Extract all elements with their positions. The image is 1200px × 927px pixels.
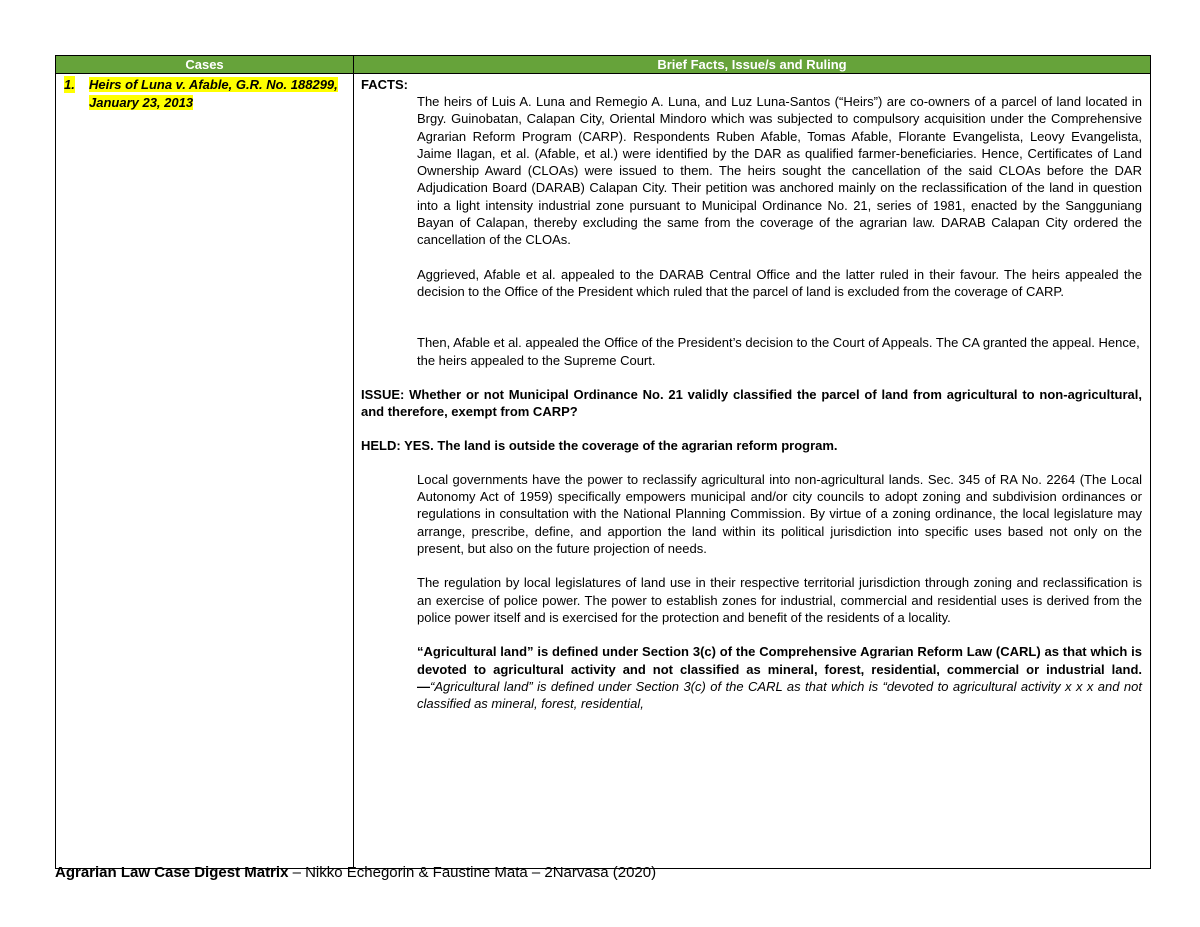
facts-paragraph-1: The heirs of Luis A. Luna and Remegio A. Luna, and Luz Luna-Santos (“Heirs”) are co-owners of a parcel of land located in Brgy. Guinobatan, Calapan City, Oriental Mindoro which was subjected to compulsory acquisition under the Comprehensive Agrarian Reform Program (CARP). Respondents Ruben Afable, Tomas Afable, Florante Evangelista, Leovy Evangelista, Jaime Ilagan, et al. (Afable, et al.) were identified by the DAR as qualified farmer-beneficiaries. Hence, Certificates of Land Ownership Award (CLOAs) were issued to them. The heirs sought the cancellation of the said CLOAs before the DAR Adjudication Board (DARAB) Calapan City. Their petition was anchored mainly on the reclassification of the land in question into a light intensity industrial zone pursuant to Municipal Ordinance No. 21, series of 1981, enacted by the Sangguniang Bayan of Calapan, thereby excluding the same from the coverage of the agrarian law. DARAB Calapan City ordered the cancellation of the CLOAs.	[417, 94, 1142, 248]
issue-statement: ISSUE: Whether or not Municipal Ordinance No. 21 validly classified the parcel of land from agricultural to non-agricultural, and therefore, exempt from CARP?	[361, 386, 1142, 419]
held-statement: HELD: YES. The land is outside the coverage of the agrarian reform program.	[361, 437, 838, 453]
ruling-paragraph-2: The regulation by local legislatures of land use in their respective territorial jurisdiction through zoning and reclassification is an exercise of police power. The power to establish zones for industrial, commercial and residential uses is derived from the police power itself and is exercised for the protection and benefit of the residents of a locality.	[417, 575, 1142, 625]
carl-definition-italic: “Agricultural land” is defined under Section 3(c) of the CARL as that which is “devoted to agricultural activity x x x and not classified as mineral, forest, residential,	[417, 678, 1142, 712]
header-cases: Cases	[56, 56, 354, 74]
table-header-row	[56, 56, 1151, 74]
facts-paragraph-2: Aggrieved, Afable et al. appealed to the DARAB Central Office and the latter ruled in their favour. The heirs appealed the decision to the Office of the President which ruled that the parcel of land is excluded from the coverage of CARP.	[417, 266, 1142, 299]
table-row	[56, 74, 1151, 869]
facts-label: FACTS:	[361, 77, 408, 92]
header-brief-facts: Brief Facts, Issue/s and Ruling	[354, 56, 1151, 74]
footer-title: Agrarian Law Case Digest Matrix	[55, 864, 289, 881]
facts-paragraph-3: Then, Afable et al. appealed the Office of the President’s decision to the Court of Appeals. The CA granted the appeal. Hence, the heirs appealed to the Supreme Court.	[417, 335, 1140, 368]
ruling-paragraph-1: Local governments have the power to reclassify agricultural into non-agricultural lands. Sec. 345 of RA No. 2264 (The Local Autonomy Act of 1959) specifically empowers municipal and/or city councils to adopt zoning and subdivision ordinances or regulations in consultation with the National Planning Commission. By virtue of a zoning ordinance, the local legislature may arrange, prescribe, define, and apportion the land within its political jurisdiction into specific uses based not only on the present, but also on the future projection of needs.	[417, 471, 1142, 557]
case-digest-table	[55, 55, 1151, 869]
case-number: 1.	[64, 77, 75, 92]
brief-cell	[354, 74, 1151, 869]
carl-definition-bold: “Agricultural land” is defined under Section 3(c) of the Comprehensive Agrarian Reform Law (CARL) as that which is devoted to agricultural activity and not classified as mineral, forest, residential, commercial or industrial land.—	[417, 644, 1142, 694]
page-footer	[55, 864, 656, 882]
case-cell	[56, 74, 354, 869]
carl-definition	[417, 643, 1142, 712]
footer-authors: – Nikko Echegorin & Faustine Mata – 2Narvasa (2020)	[288, 864, 657, 881]
case-title: Heirs of Luna v. Afable, G.R. No. 188299, January 23, 2013	[89, 77, 338, 110]
